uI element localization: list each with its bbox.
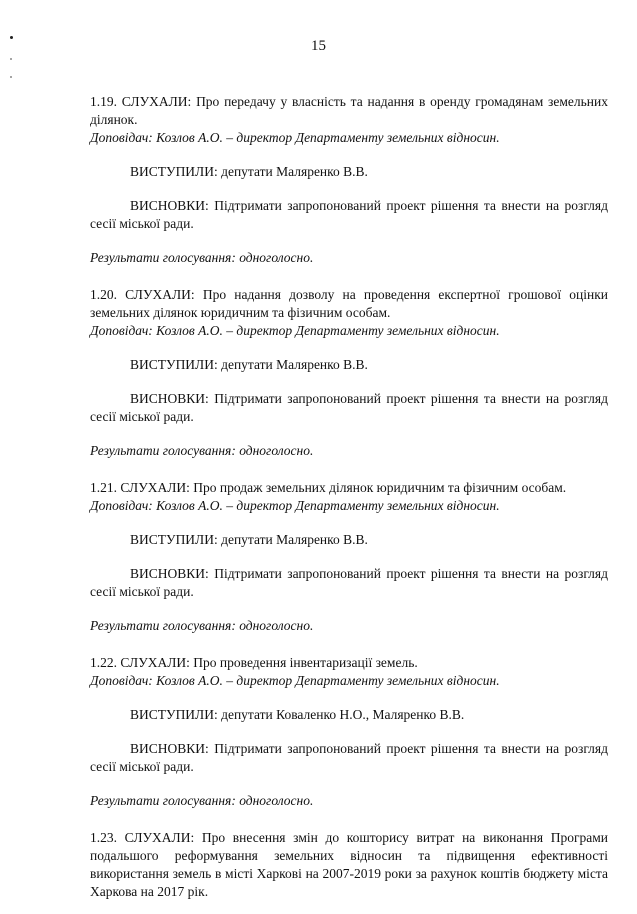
heard-paragraph xyxy=(90,654,608,672)
conclusions-paragraph: ВИСНОВКИ: Підтримати запропонований проект рішення та внести на розгляд сесії міської ради. xyxy=(90,566,608,599)
heard-text: Про передачу у власність та надання в оренду громадянам земельних ділянок. xyxy=(90,94,608,127)
voting-result: Результати голосування: одноголосно. xyxy=(90,250,314,265)
voting-result: Результати голосування: одноголосно. xyxy=(90,618,314,633)
margin-dot xyxy=(10,76,12,78)
agenda-item xyxy=(90,479,608,635)
voting-result: Результати голосування: одноголосно. xyxy=(90,443,314,458)
conclusions-paragraph: ВИСНОВКИ: Підтримати запропонований проект рішення та внести на розгляд сесії міської ради. xyxy=(90,391,608,424)
spoke-line: ВИСТУПИЛИ: депутати Маляренко В.В. xyxy=(130,164,368,179)
speaker-line: Доповідач: Козлов А.О. – директор Департаменту земельних відносин. xyxy=(90,498,500,513)
heard-text: Про внесення змін до кошторису витрат на виконання Програми подальшого реформування земельних відносин та підвищення ефективності використання земель в місті Харкові на 2007-2019 роки за рахунок коштів бюджету міста Харкова на 2017 рік. xyxy=(90,830,609,899)
agenda-item xyxy=(90,93,608,267)
spoke-line: ВИСТУПИЛИ: депутати Маляренко В.В. xyxy=(130,357,368,372)
heard-text: Про проведення інвентаризації земель. xyxy=(193,655,418,670)
heard-text: Про надання дозволу на проведення експертної грошової оцінки земельних ділянок юридичним та фізичним особам. xyxy=(90,287,609,320)
heard-label: 1.19. СЛУХАЛИ: xyxy=(90,94,192,109)
heard-label: 1.23. СЛУХАЛИ: xyxy=(90,830,195,845)
speaker-line: Доповідач: Козлов А.О. – директор Департаменту земельних відносин. xyxy=(90,673,500,688)
heard-text: Про продаж земельних ділянок юридичним та фізичним особам. xyxy=(193,480,567,495)
heard-label: 1.21. СЛУХАЛИ: xyxy=(90,480,190,495)
spoke-line: ВИСТУПИЛИ: депутати Маляренко В.В. xyxy=(130,532,368,547)
heard-paragraph xyxy=(90,93,608,129)
minutes-content xyxy=(90,93,608,914)
heard-paragraph xyxy=(90,479,608,497)
heard-label: 1.20. СЛУХАЛИ: xyxy=(90,287,195,302)
speaker-line: Доповідач: Козлов А.О. – директор Департаменту земельних відносин. xyxy=(90,323,500,338)
speaker-line: Доповідач: Козлов А.О. – директор Департаменту земельних відносин. xyxy=(90,130,500,145)
agenda-item xyxy=(90,654,608,810)
conclusions-paragraph: ВИСНОВКИ: Підтримати запропонований проект рішення та внести на розгляд сесії міської ради. xyxy=(90,198,608,231)
heard-paragraph xyxy=(90,829,608,901)
heard-paragraph xyxy=(90,286,608,322)
conclusions-paragraph: ВИСНОВКИ: Підтримати запропонований проект рішення та внести на розгляд сесії міської ради. xyxy=(90,741,608,774)
page-number: 15 xyxy=(311,38,326,54)
agenda-item xyxy=(90,829,608,901)
margin-dot xyxy=(10,58,12,60)
heard-label: 1.22. СЛУХАЛИ: xyxy=(90,655,190,670)
agenda-item xyxy=(90,286,608,460)
spoke-line: ВИСТУПИЛИ: депутати Коваленко Н.О., Маляренко В.В. xyxy=(130,707,465,722)
voting-result: Результати голосування: одноголосно. xyxy=(90,793,314,808)
